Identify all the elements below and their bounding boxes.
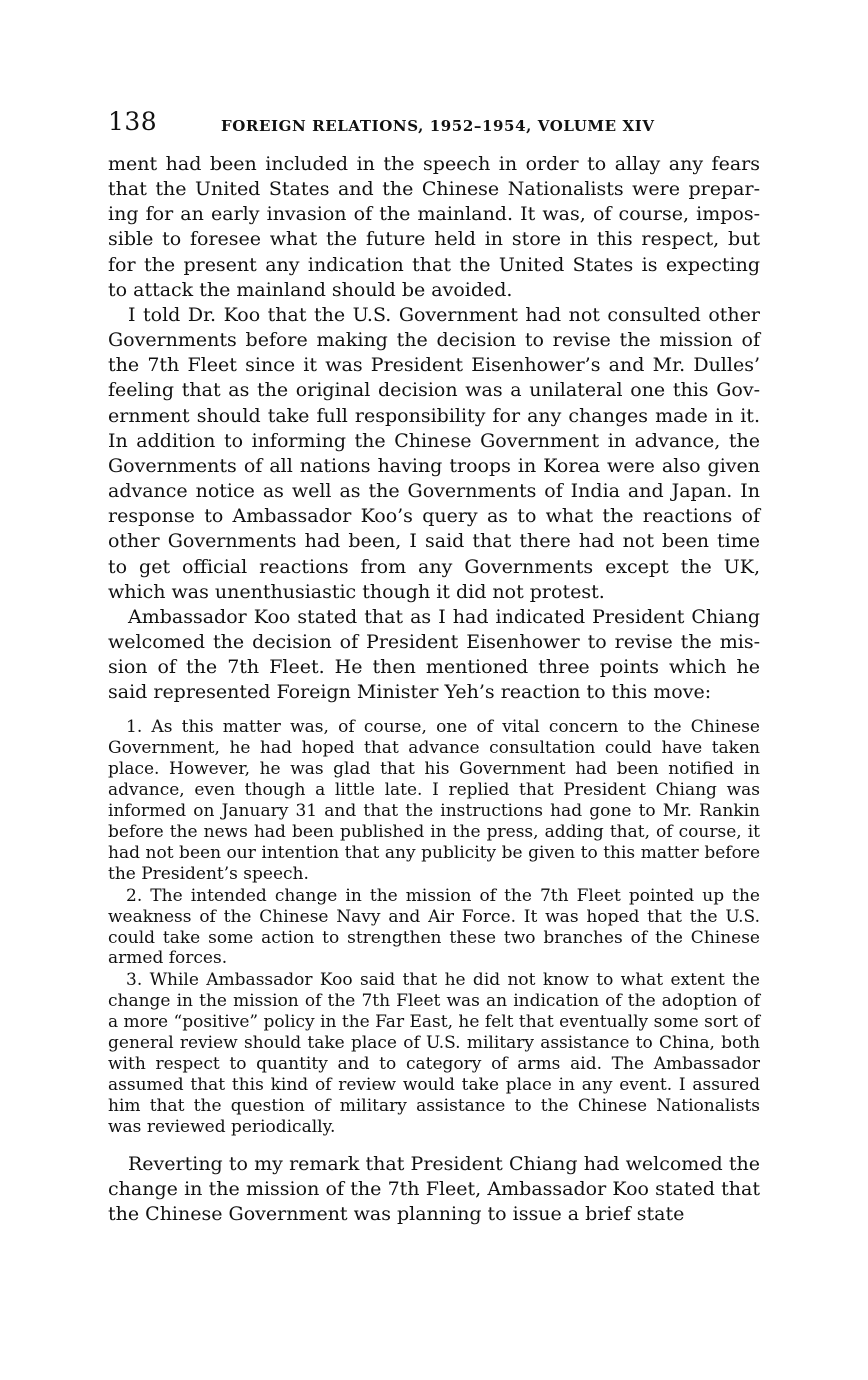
body-text — [108, 152, 760, 1227]
paragraph: Reverting to my remark that President Chiang had welcomed the change in the mission of the 7th Fleet, Ambassador Koo stated that the Chinese Government was planning to issue a brief state — [108, 1152, 760, 1225]
paragraph: I told Dr. Koo that the U.S. Government had not consulted other Governments before making the decision to revise the mission of the 7th Fleet since it was President Eisenhower’s and Mr. Dulles’ feeling that as the original decision was a unilateral one this Government should take full responsibility for any changes made in it. In addition to informing the Chinese Government in advance, the Governments of all nations having troops in Korea were also given advance notice as well as the Governments of India and Japan. In response to Ambassador Koo’s query as to what the reactions of other Governments had been, I said that there had not been time to get official reactions from any Governments except the UK, which was unenthusiastic though it did not protest. — [108, 303, 760, 603]
page-header — [108, 108, 760, 152]
document-page — [108, 108, 760, 1227]
running-head: FOREIGN RELATIONS, 1952–1954, VOLUME XIV — [221, 117, 655, 135]
numbered-list — [108, 717, 760, 1137]
list-item: 2. The intended change in the mission of the 7th Fleet pointed up the weakness of the Chinese Navy and Air Force. It was hoped that the U.S. could take some action to strengthen these two branches of the Chinese armed forces. — [108, 885, 760, 969]
paragraph: Ambassador Koo stated that as I had indicated President Chiang welcomed the decision of President Eisenhower to revise the mission of the 7th Fleet. He then mentioned three points which he said represented Foreign Minister Yeh’s reaction to this move: — [108, 605, 760, 704]
list-item: 1. As this matter was, of course, one of vital concern to the Chinese Government, he had hoped that advance consultation could have taken place. However, he was glad that his Government had been notified in advance, even though a little late. I replied that President Chiang was informed on January 31 and that the instructions had gone to Mr. Rankin before the news had been published in the press, adding that, of course, it had not been our intention that any publicity be given to this matter before the President’s speech. — [108, 717, 760, 884]
paragraph-continuation: ment had been included in the speech in order to allay any fears that the United States and the Chinese Nationalists were preparing for an early invasion of the mainland. It was, of course, impossible to foresee what the future held in store in this respect, but for the present any indication that the United States is expecting to attack the mainland should be avoided. — [108, 153, 760, 301]
page-number: 138 — [108, 107, 158, 136]
list-item: 3. While Ambassador Koo said that he did not know to what extent the change in the mission of the 7th Fleet was an indication of the adoption of a more “positive” policy in the Far East, he felt that eventually some sort of general review should take place of U.S. military assistance to China, both with respect to quantity and to category of arms aid. The Ambassador assumed that this kind of review would take place in any event. I assured him that the question of military assistance to the Chinese Nationalists was reviewed periodically. — [108, 970, 760, 1137]
